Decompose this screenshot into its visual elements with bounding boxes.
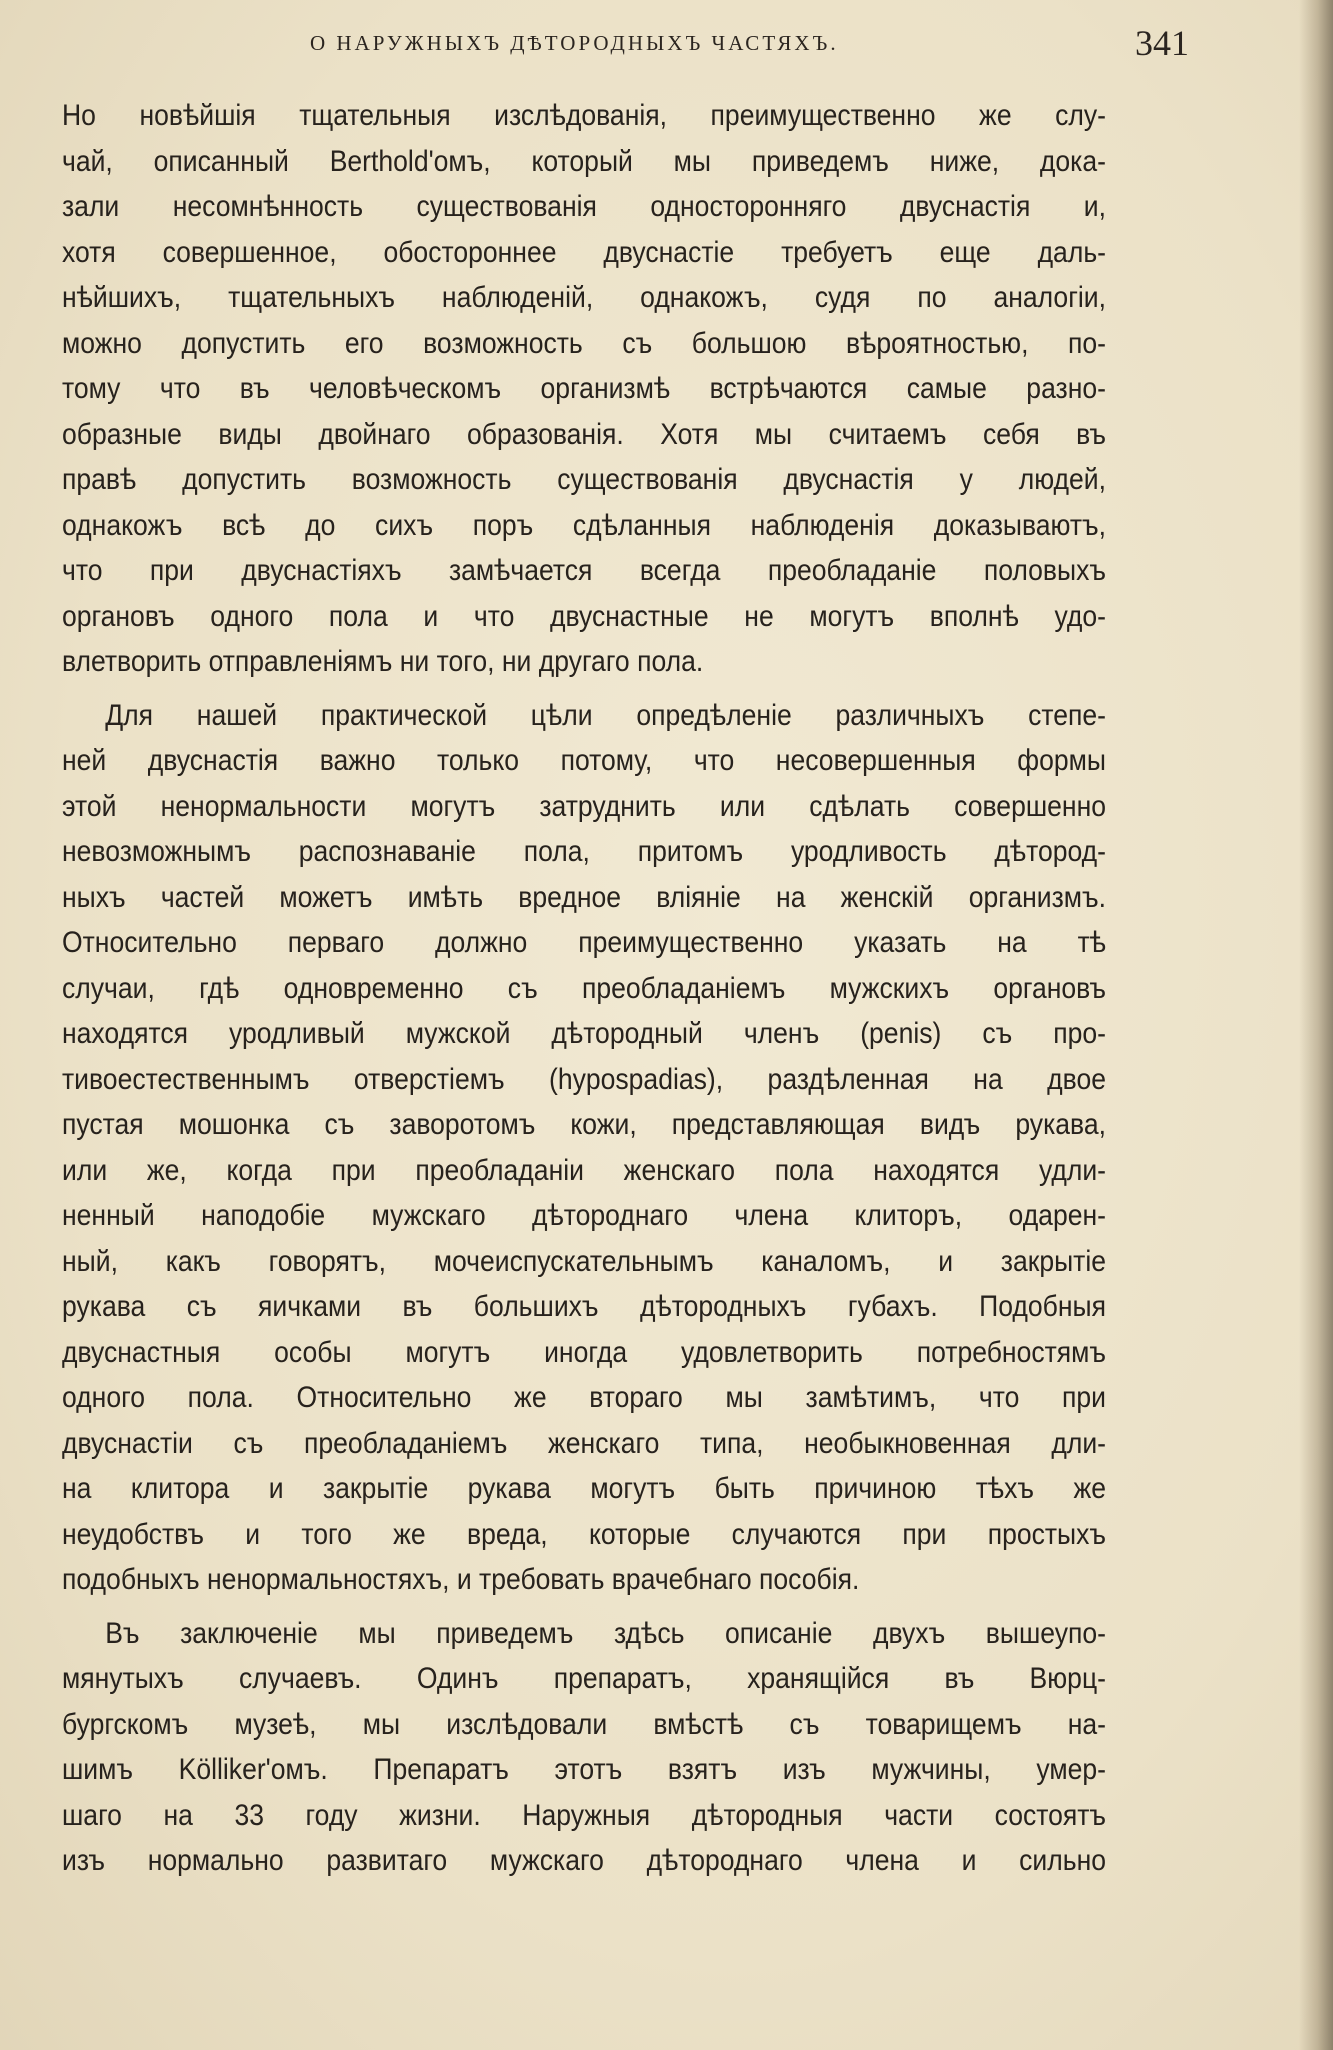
text-line: Въ заключеніе мы приведемъ здѣсь описаніе двухъ вышеупо- — [105, 1616, 1106, 1650]
text-line: ный, какъ говорятъ, мочеиспускательнымъ каналомъ, и закрытіе — [62, 1244, 1106, 1278]
text-line: нѣйшихъ, тщательныхъ наблюденій, однакожъ, судя по аналогіи, — [62, 281, 1106, 314]
text-line: образные виды двойнаго образованія. Хотя мы считаемъ себя въ — [62, 417, 1106, 451]
text-line: одного пола. Относительно же втораго мы замѣтимъ, что при — [62, 1381, 1106, 1414]
text-line: этой ненормальности могутъ затруднить или сдѣлать совершенно — [62, 789, 1106, 823]
text-line: Для нашей практической цѣли опредѣленіе различныхъ степе- — [105, 698, 1106, 732]
text-line: влетворить отправленіямъ ни того, ни другаго пола. — [62, 645, 704, 678]
text-line: невозможнымъ распознаваніе пола, притомъ уродливость дѣтород- — [62, 835, 1106, 868]
text-line: шаго на 33 году жизни. Наружныя дѣтородныя части состоятъ — [62, 1798, 1106, 1832]
text-line: подобныхъ ненормальностяхъ, и требовать врачебнаго пособія. — [62, 1563, 860, 1596]
text-line: двуснастіи съ преобладаніемъ женскаго типа, необыкновенная дли- — [62, 1426, 1106, 1460]
page-number: 341 — [1135, 23, 1189, 63]
text-line: ненный наподобіе мужскаго дѣтороднаго члена клиторъ, одарен- — [62, 1199, 1106, 1232]
text-line: шимъ Kölliker'омъ. Препаратъ этотъ взятъ изъ мужчины, умер- — [62, 1753, 1106, 1786]
text-line: находятся уродливый мужской дѣтородный членъ (penis) съ про- — [62, 1017, 1106, 1050]
text-line: хотя совершенное, обостороннее двуснастіе требуетъ еще даль- — [62, 235, 1106, 269]
text-line: что при двуснастіяхъ замѣчается всегда преобладаніе половыхъ — [62, 554, 1106, 587]
text-line: на клитора и закрытіе рукава могутъ быть причиною тѣхъ же — [62, 1472, 1106, 1505]
text-line: можно допустить его возможность съ большою вѣроятностью, по- — [62, 326, 1106, 360]
text-line: зали несомнѣнность существованія односторонняго двуснастія и, — [62, 190, 1106, 223]
text-line: тивоестественнымъ отверстіемъ (hypospadias), раздѣленная на двое — [62, 1062, 1106, 1096]
running-header — [62, 22, 1222, 66]
text-line: однакожъ всѣ до сихъ поръ сдѣланныя наблюденія доказываютъ, — [62, 508, 1106, 542]
text-line: Но новѣйшія тщательныя изслѣдованія, преимущественно же слу- — [62, 99, 1106, 132]
text-line: мянутыхъ случаевъ. Одинъ препаратъ, хранящійся въ Вюрц- — [62, 1662, 1106, 1695]
text-line: случаи, гдѣ одновременно съ преобладаніемъ мужскихъ органовъ — [62, 971, 1106, 1005]
text-line: изъ нормально развитаго мужскаго дѣтороднаго члена и сильно — [62, 1844, 1106, 1877]
paragraph — [62, 693, 1106, 1603]
text-line: ней двуснастія важно только потому, что несовершенныя формы — [62, 744, 1106, 777]
text-line: рукава съ яичками въ большихъ дѣтородныхъ губахъ. Подобныя — [62, 1290, 1106, 1323]
text-line: органовъ одного пола и что двуснастные не могутъ вполнѣ удо- — [62, 599, 1106, 633]
text-line: пустая мошонка съ заворотомъ кожи, представляющая видъ рукава, — [62, 1108, 1106, 1141]
running-title: О НАРУЖНЫХЪ ДѢТОРОДНЫХЪ ЧАСТЯХЪ. — [310, 31, 839, 55]
text-line: двуснастныя особы могутъ иногда удовлетворить потребностямъ — [62, 1335, 1106, 1369]
text-line: тому что въ человѣческомъ организмѣ встрѣчаются самые разно- — [62, 372, 1106, 405]
text-line: чай, описанный Berthold'омъ, который мы приведемъ ниже, дока- — [62, 144, 1106, 178]
text-line: неудобствъ и того же вреда, которые случаются при простыхъ — [62, 1517, 1106, 1551]
paragraph — [62, 93, 1106, 685]
text-line: или же, когда при преобладаніи женскаго пола находятся удли- — [62, 1153, 1106, 1187]
body-text — [62, 93, 1106, 1892]
text-line: Относительно перваго должно преимущественно указать на тѣ — [62, 926, 1106, 959]
text-line: правѣ допустить возможность существованія двуснастія у людей, — [62, 463, 1106, 496]
paragraph — [62, 1611, 1106, 1884]
text-line: бургскомъ музеѣ, мы изслѣдовали вмѣстѣ съ товарищемъ на- — [62, 1707, 1106, 1741]
page-spine-shadow — [1299, 0, 1333, 2050]
text-line: ныхъ частей можетъ имѣть вредное вліяніе на женскій организмъ. — [62, 880, 1106, 914]
